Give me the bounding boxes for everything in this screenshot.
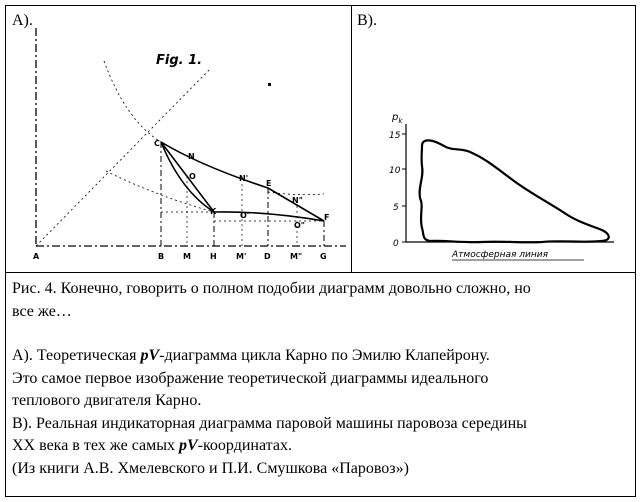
axis-label-m2: M" [290,252,303,261]
point-n: N [188,152,195,161]
y-tick-15: 15 [389,131,401,141]
axis-label-m1: M' [236,252,247,261]
caption-a-line-2: Это самое первое изображение теоретической диаграммы идеального [12,369,489,387]
panel-a-label: A). [12,12,33,29]
axis-label-a: A [33,252,40,261]
point-o2: O" [294,221,305,230]
caption-a-line: А). Теоретическая pV-диаграмма цикла Карно по Эмилю Клапейрону. [12,347,490,364]
indicator-diagram [352,6,636,272]
axis-label-g: G [320,252,327,261]
y-tick-0: 0 [393,239,399,249]
atmospheric-line-label: Атмосферная линия [452,250,549,260]
point-c: C [154,139,160,148]
caption-source: (Из книги А.В. Хмелевского и П.И. Смушкова «Паровоз») [12,459,409,477]
point-f: F [324,213,330,222]
y-axis-label: $p_k$ [392,112,403,125]
point-o1: O' [240,211,250,220]
caption-b-line-2: XX века в тех же самых pV-координатах. [12,437,292,454]
point-n2: N" [292,196,303,205]
point-n1: N' [239,174,249,183]
axis-label-d: D [264,252,271,261]
y-tick-10: 10 [389,166,401,176]
point-o: O [189,172,196,181]
caption-divider [6,272,635,273]
caption-a-line-3: теплового двигателя Карно. [12,392,202,409]
axis-label-m: M [183,252,191,261]
fig-title: Fig. 1. [156,53,203,68]
caption-line-1: Рис. 4. Конечно, говорить о полном подобии диаграмм довольно сложно, но [12,280,531,297]
point-e: E [266,179,272,188]
axis-label-b: B [158,252,165,261]
panel-b-label: B). [357,12,377,29]
point-k: K [210,207,217,216]
axis-label-h: H [210,252,217,261]
figure-frame [5,5,636,497]
caption [12,278,630,480]
caption-b-line-1: В). Реальная индикаторная диаграмма паровой машины паровоза середины [12,414,527,432]
carnot-diagram [6,6,350,272]
caption-line-2: все же… [12,302,72,320]
y-tick-5: 5 [393,203,399,213]
